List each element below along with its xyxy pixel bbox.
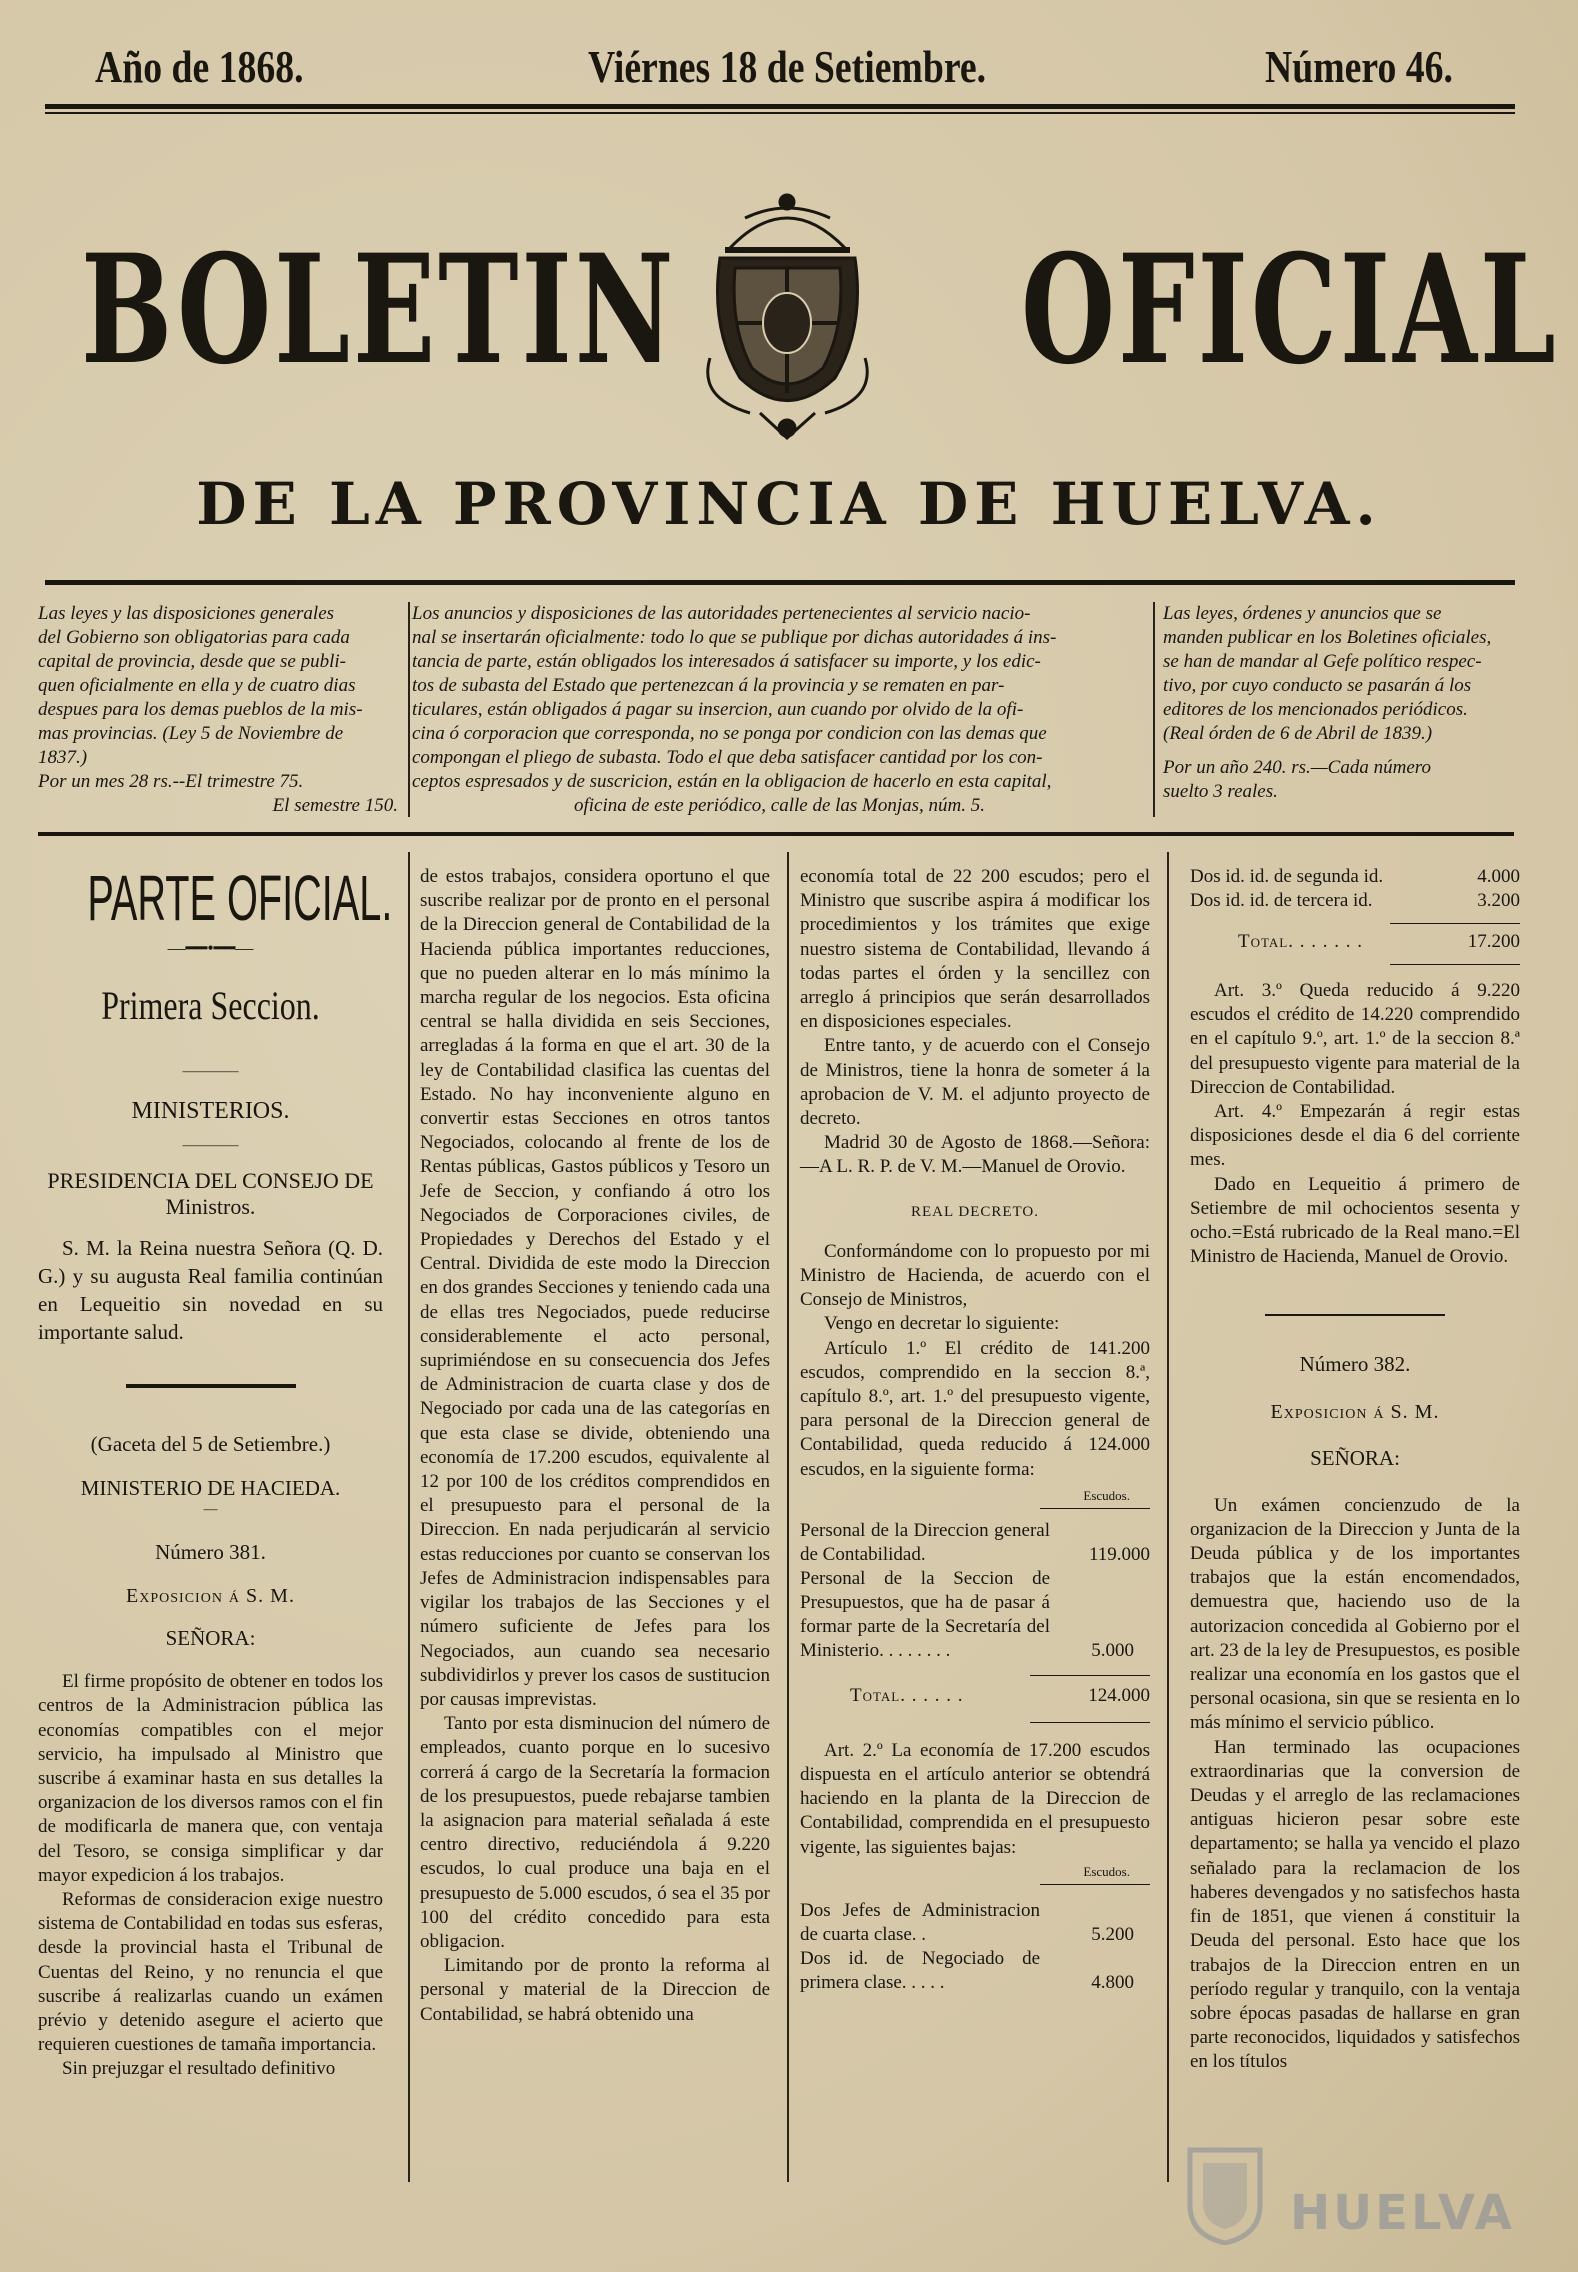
column-divider-2 bbox=[787, 852, 789, 2182]
presidencia-heading: PRESIDENCIA DEL CONSEJO DE Ministros. bbox=[47, 1168, 374, 1219]
col2-paragraph-1: de estos trabajos, considera oportuno el que suscribe realizar por de pronto en el personal de la Direccion general de Contabilidad de la Hacienda pública importantes reducciones, que no pueden alterar en lo más mínimo la marcha regular de los negocios. Esta oficina central se halla dividida en seis Secciones, arregladas á la forma en que el art. 30 de la ley de Contabilidad clasifica las cuentas del Estado. No hay inconveniente alguno en convertir estas Secciones en otros tantos Negociados, colocando al frente de los de Rentas públicas, Gastos públicos y Tesoro un Jefe de Seccion, y confiando á otro los Negociados de Corporaciones civiles, de Propiedades y Derechos del Estado y el Central. Dividida de este modo la Direccion en dos grandes Secciones y teniendo cada una de ellas tres Negociados, puede reducirse considerablemente el acto personal, suprimiéndose en su consecuencia dos Jefes de Administracion de cuarta clase y dos de Negociado por cada una de las categorías en que esta clase se divide, obteniendo una economía de 17.200 escudos, equivalente al 12 por 100 de los créditos comprendidos en el presupuesto para el personal de la Direccion. En nada perjudicarán al servicio estas reducciones por cuanto se conservan los Jefes de Administracion indispensables para vigilar los trabajos de las Secciones y el número suficiente de Jefes para los Negociados, aun cuando sea necesario subdividirlos y prever los casos de sustitucion por causas imprevistas. bbox=[420, 866, 770, 1710]
ledger-articulo-2: Escudos. Dos Jefes de Administracion de cuarta clase. . 5.200 Dos id. de Negociado de primera clase. . . . . 4.800 bbox=[800, 1860, 1150, 1995]
date-label: Viérnes 18 de Setiembre. bbox=[588, 41, 987, 92]
title-oficial: OFICIAL bbox=[1021, 222, 1559, 398]
column-1: PARTE OFICIAL. —━━•━━— Primera Seccion. ———— MINISTERIOS. ———— PRESIDENCIA DEL CONSEJO DE Ministros. S. M. la Reina nuestra Señora (Q. D. G.) y su augusta Real familia continúan en Lequeitio sin novedad en su importante salud. (Gaceta del 5 de Setiembre.) MINISTERIO DE HACIEDA. — Número 381. Exposicion á S. M. SEÑORA: El firme propósito de obtener en todos los centros de la Administracion pública las economías compatibles con el mejor servicio, ha impulsado al Ministro que suscribe á examinar hasta en sus detalles la organizacion de los diversos ramos con el fin de modificarla de manera que, con ventaja del Tesoro, se consiga simplificar y dar mayor expedicion á los trabajos. Reformas de consideracion exige nuestro sistema de Contabilidad en todas sus esferas, desde la provincial hasta el Tribunal de Cuentas del Reino, y no renuncia el que suscribe á realizarlas cuando un exámen prévio y detenido asegure el acierto que requieren cuestiones de tamaña importancia. Sin prejuzgar el resultado definitivo bbox=[38, 860, 383, 2082]
ledger-continued: Dos id. id. de segunda id. 4.000 Dos id. id. de tercera id. 3.200 Total. . . . . . . 17.200 bbox=[1190, 865, 1520, 965]
column-divider-1 bbox=[408, 852, 410, 2182]
parte-oficial-heading: PARTE OFICIAL. bbox=[87, 862, 393, 934]
col4-paragraph-4: Un exámen concienzudo de la organizacion de la Direccion y Junta de la Deuda pública y de los importantes trabajos que la están encomendados, demuestra que, haciendo uso de la autorizacion concedida al Gobierno por el art. 23 de la ley de Presupuestos, es posible realizar una economía en los gastos que el personal ocasiona, sin que se resienta en lo más mínimo el servicio público. bbox=[1190, 1494, 1520, 1734]
col3-paragraph-4: Conformándome con lo propuesto por mi Ministro de Hacienda, de acuerdo con el Consejo de Ministros, bbox=[800, 1240, 1150, 1311]
column-2 bbox=[420, 865, 770, 2027]
col1-paragraph-3: Reformas de consideracion exige nuestro sistema de Contabilidad en todas sus esferas, desde la provincial hasta el Tribunal de Cuentas del Reino, y no renuncia el que suscribe á realizarlas cuando un exámen prévio y detenido asegure el acierto que requieren cuestiones de tamaña importancia. bbox=[38, 1889, 383, 2056]
primera-seccion-heading: Primera Seccion. bbox=[101, 983, 320, 1028]
ministerios-heading: MINISTERIOS. bbox=[131, 1098, 290, 1124]
subtitle-province: DE LA PROVINCIA DE HUELVA. bbox=[196, 470, 1382, 538]
senora-heading: SEÑORA: bbox=[165, 1626, 256, 1651]
ornament-divider: —━━•━━— bbox=[167, 938, 254, 958]
ledger-articulo-1: Escudos. Personal de la Direccion general de Contabilidad. 119.000 Personal de la Seccion de Presupuestos, que ha de pasar á formar parte de la Secretaría del Ministerio. . . . . . . . 5.000 Total. . . . . . 124.000 bbox=[800, 1484, 1150, 1723]
top-rule-thin bbox=[45, 112, 1515, 114]
notice-left: Las leyes y las disposiciones generales del Gobierno son obligatorias para cada capital de provincia, desde que se publi- quen oficialmente en ella y de cuatro dias despues para los demas pueblos de la mis- mas provincias. (Ley 5 de Noviembre de 1837.) Por un mes 28 rs.--El trimestre 75. El semestre 150. bbox=[38, 603, 398, 816]
exposicion-heading: Exposicion á S. M. bbox=[126, 1585, 295, 1608]
top-rule bbox=[45, 104, 1515, 109]
real-decreto-heading: REAL DECRETO. bbox=[911, 1203, 1039, 1220]
col4-paragraph-3: Dado en Lequeitio á primero de Setiembre de mil ochocientos sesenta y ocho.=Está rubricado de la Real mano.=El Ministro de Hacienda, Manuel de Orovio. bbox=[1190, 1173, 1520, 1268]
royal-health-paragraph: S. M. la Reina nuestra Señora (Q. D. G.) y su augusta Real familia continúan en Lequeitio sin novedad en su importante salud. bbox=[38, 1236, 383, 1344]
senora-heading-2: SEÑORA: bbox=[1310, 1445, 1400, 1470]
col2-paragraph-2: Tanto por esta disminucion del número de empleados, cuanto porque en lo sucesivo correrá á cargo de la Secretaría la formacion de los presupuestos, puede rebajarse tambien la asignacion para material señalada á este centro directivo, reduciéndola á 9.220 escudos, lo cual produce una baja en el presupuesto de 5.000 escudos, ó sea el 35 por 100 del crédito concedido para esta obligacion. bbox=[420, 1713, 770, 1952]
notice-right: Las leyes, órdenes y anuncios que se manden publicar en los Boletines oficiales, se han de mandar al Gefe político respec- tivo, por cuyo conducto se pasarán á los editores de los mencionados periódicos. (Real órden de 6 de Abril de 1839.) Por un año 240. rs.—Cada número suelto 3 reales. bbox=[1163, 603, 1492, 802]
numero-382: Número 382. bbox=[1299, 1351, 1411, 1376]
small-divider-2: ———— bbox=[182, 1138, 239, 1153]
col1-paragraph-2: El firme propósito de obtener en todos los centros de la Administracion pública las economías compatibles con el mejor servicio, ha impulsado al Ministro que suscribe á examinar hasta en sus detalles la organizacion de los diversos ramos con el fin de modificarla de manera que, con ventaja del Tesoro, se consiga simplificar y dar mayor expedicion á los trabajos. bbox=[38, 1671, 383, 1886]
year-label: Año de 1868. bbox=[95, 41, 304, 92]
column-divider-3 bbox=[1167, 852, 1169, 2182]
col4-divider bbox=[1190, 1299, 1520, 1323]
col4-paragraph-5: Han terminado las ocupaciones extraordinarias que la conversion de Deudas y el arreglo de las reclamaciones antiguas hicieron pesar sobre este departamento; se halla ya vencido el plazo señalado para la reclamacion de los haberes devengados y no satisfechos hasta fin de 1851, que vienen á constituir la Deuda del personal. Esto hace que los trabajos de la Direccion entren en un período regular y tranquilo, con la ventaja sobre épocas pasadas de hallarse en gran parte reconocidos, liquidados y satisfechos en los títulos bbox=[1190, 1736, 1520, 2073]
col4-paragraph-1: Art. 3.º Queda reducido á 9.220 escudos el crédito de 14.220 comprendido en el capítulo 9.º, art. 1.º de la seccion 8.ª del presupuesto vigente para material de la Direccion de Contabilidad. bbox=[1190, 980, 1520, 1098]
column-3 bbox=[800, 865, 1150, 1995]
column-4 bbox=[1190, 865, 1520, 2075]
small-divider: ———— bbox=[182, 1064, 239, 1079]
coat-of-arms-icon bbox=[690, 188, 885, 443]
notice-divider-2 bbox=[1153, 602, 1155, 817]
col3-paragraph-2: Entre tanto, y de acuerdo con el Consejo de Ministros, tiene la honra de someter á la aprobacion de V. M. el adjunto proyecto de decreto. bbox=[800, 1035, 1150, 1130]
col2-paragraph-3: Limitando por de pronto la reforma al personal y material de la Direccion de Contabilidad, se habrá obtenido una bbox=[420, 1955, 770, 2025]
col1-paragraph-4: Sin prejuzgar el resultado definitivo bbox=[62, 2058, 336, 2080]
archive-shield-icon bbox=[1185, 2145, 1265, 2245]
col3-paragraph-1: economía total de 22 200 escudos; pero el Ministro que suscribe aspira á modificar los procedimientos y los trámites que exige nuestro sistema de Contabilidad, llevando á todas partes el órden y la sencillez con arreglo á principios que serán desarrollados en disposiciones especiales. bbox=[800, 866, 1150, 1033]
title-boletin: BOLETIN bbox=[80, 222, 677, 398]
subscription-price: Por un mes 28 rs.--El trimestre 75. bbox=[38, 771, 304, 792]
thick-divider bbox=[38, 1372, 383, 1396]
col3-paragraph-5: Vengo en decretar lo siguiente: bbox=[824, 1313, 1060, 1335]
exposicion-heading-2: Exposicion á S. M. bbox=[1270, 1400, 1440, 1423]
col3-paragraph-6: Artículo 1.º El crédito de 141.200 escudos, comprendido en la seccion 8.ª, capítulo 8.º, art. 1.º del presupuesto vigente, para personal de la Direccion general de Contabilidad, queda reducido á 124.000 escudos, en la siguiente forma: bbox=[800, 1337, 1150, 1480]
archive-watermark: HUELVA bbox=[1290, 2185, 1515, 2241]
issue-number: Número 46. bbox=[1265, 41, 1453, 92]
ministerio-hacienda-heading: MINISTERIO DE HACIEDA. bbox=[80, 1476, 341, 1501]
col4-paragraph-2: Art. 4.º Empezarán á regir estas disposiciones desde el dia 6 del corriente mes. bbox=[1190, 1101, 1520, 1171]
notice-center: Los anuncios y disposiciones de las autoridades pertenecientes al servicio nacio- nal se insertarán oficialmente: todo lo que se publique por dichas autoridades á ins- tancia de parte, están obligados los interesados á satisfacer su importe, y los edic- tos de subasta del Estado que pertenezcan á la provincia y se rematen en par- ticulares, están obligados á pagar su insercion, aun cuando por olvido de la ofi- cina ó corporacion que corresponda, no se ponga por condicion con las demas que compongan el pliego de subasta. Todo el que deba satisfacer cantidad por los con- ceptos espresados y de suscricion, están en la obligacion de hacerlo en esta capital, oficina de este periódico, calle de las Monjas, núm. 5. bbox=[412, 603, 1057, 816]
col3-paragraph-7: Art. 2.º La economía de 17.200 escudos dispuesta en el artículo anterior se obtendrá haciendo en la planta de la Direccion de Contabilidad, comprendida en el presupuesto vigente, las siguientes bajas: bbox=[800, 1739, 1150, 1858]
notice-divider-1 bbox=[408, 602, 410, 817]
notices-bottom-rule bbox=[38, 832, 1514, 836]
gaceta-ref: (Gaceta del 5 de Setiembre.) bbox=[90, 1432, 331, 1457]
masthead-bottom-rule bbox=[45, 580, 1515, 585]
numero-381: Número 381. bbox=[155, 1540, 266, 1565]
col3-paragraph-3: Madrid 30 de Agosto de 1868.—Señora:—A L. R. P. de V. M.—Manuel de Orovio. bbox=[800, 1132, 1150, 1178]
